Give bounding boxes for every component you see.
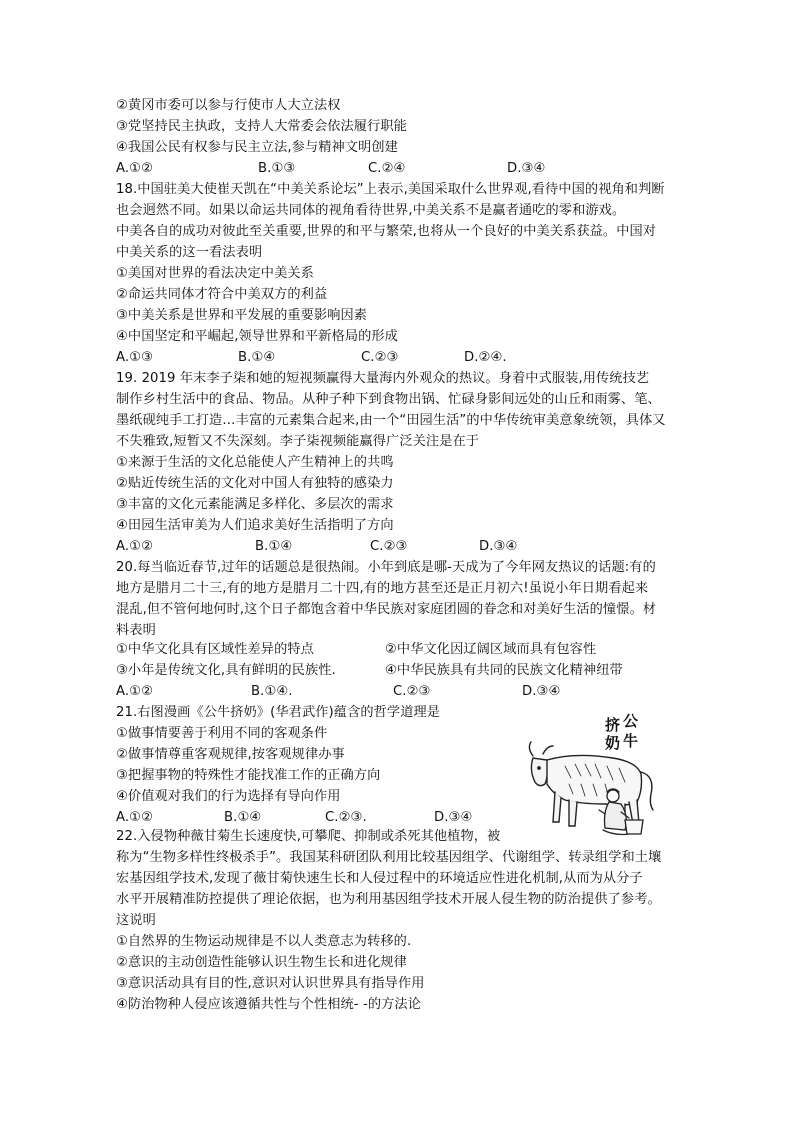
q19-option-b[interactable]: B.①④	[255, 539, 293, 554]
q18-stem-line: 也会迥然不同。如果以命运共同体的视角看待世界,中美关系不是赢者通吃的零和游戏。	[116, 203, 626, 218]
q18-option-a[interactable]: A.①③	[116, 350, 154, 365]
q20-option-c[interactable]: C.②③	[393, 684, 431, 699]
q20-stem-line: 料表明	[116, 623, 156, 638]
q20-item-1: ①中华文化具有区域性差异的特点	[116, 642, 314, 657]
q18-stem-line: 18.中国驻美大使崔天凯在“中美关系论坛”上表示,美国采取什么世界观,看待中国的视角和判断	[116, 182, 665, 197]
q22-item-2: ②意识的主动创造性能够认识生物生长和进化规律	[116, 955, 407, 970]
q21-stem-line: 21.右图漫画《公牛挤奶》(华君武作)蕴含的哲学道理是	[116, 705, 441, 720]
q21-option-a[interactable]: A.①②	[116, 810, 154, 825]
q20-option-a[interactable]: A.①②	[116, 684, 154, 699]
q18-item-2: ②命运共同体才符合中美双方的利益	[116, 287, 328, 302]
q22-stem-line: 称为“生物多样性终极杀手”。我国某科研团队利用比较基因组学、代谢组学、转录组学和土壤	[116, 850, 662, 865]
caption-char: 公	[623, 712, 639, 730]
q21-item-4: ④价值观对我们的行为选择有导向作用	[116, 789, 341, 804]
q19-stem-line: 墨纸砚纯手工打造…丰富的元素集合起来,由一个“田园生活”的中华传统审美意象统领，具体又	[116, 413, 666, 428]
q19-item-3: ③丰富的文化元素能满足多样化、多层次的需求	[116, 497, 394, 512]
q19-option-d[interactable]: D.③④	[479, 539, 518, 554]
q20-stem-line: 20.每当临近春节,过年的话题总是很热闹。小年到底是哪-天成为了今年网友热议的话题:有的	[116, 560, 656, 575]
q19-item-2: ②贴近传统生活的文化对中国人有独特的感染力	[116, 476, 394, 491]
q18-item-3: ③中美关系是世界和平发展的重要影响因素	[116, 308, 368, 323]
q18-option-b[interactable]: B.①④	[238, 350, 276, 365]
q18-item-4: ④中国坚定和平崛起,领导世界和平新格局的形成	[116, 329, 398, 344]
q17-option-c[interactable]: C.②④	[368, 161, 406, 176]
q19-item-4: ④田园生活审美为人们追求美好生活指明了方向	[116, 518, 394, 533]
q18-item-1: ①美国对世界的看法决定中美关系	[116, 266, 314, 281]
q21-item-1: ①做事情要善于利用不同的客观条件	[116, 726, 328, 741]
caption-char: 奶	[605, 734, 621, 752]
q20-option-d[interactable]: D.③④	[522, 684, 561, 699]
q20-item-3: ③小年是传统文化,具有鲜明的民族性.	[116, 663, 336, 678]
q17-option-a[interactable]: A.①②	[116, 161, 154, 176]
q18-option-d[interactable]: D.②④.	[464, 350, 507, 365]
q17-option-d[interactable]: D.③④	[507, 161, 546, 176]
q17-item-2: ②黄冈市委可以参与行使市人大立法权	[116, 98, 341, 113]
q21-item-3: ③把握事物的特殊性才能找准工作的正确方向	[116, 768, 381, 783]
q21-item-2: ②做事情尊重客观规律,按客观规律办事	[116, 747, 345, 762]
q17-option-b[interactable]: B.①③	[258, 161, 296, 176]
cartoon-caption	[605, 712, 639, 752]
q19-option-c[interactable]: C.②③	[370, 539, 408, 554]
q18-stem-line: 中美各自的成功对彼此至关重要,世界的和平与繁荣,也将从一个良好的中美关系获益。中国对	[116, 224, 657, 239]
q17-item-3: ③党坚持民主执政，支持人大常委会依法履行职能	[116, 119, 407, 134]
q21-option-b[interactable]: B.①④	[224, 810, 262, 825]
q22-item-4: ④防治物种人侵应该遵循共性与个性相统- -的方法论	[116, 997, 421, 1012]
q20-stem-line: 混乱,但不管何地何时,这个日子都饱含着中华民族对家庭团圆的眷念和对美好生活的憧憬。材	[116, 602, 657, 617]
q21-option-c[interactable]: C.②③.	[325, 810, 367, 825]
q19-stem-line: 制作乡村生活中的食品、物品。从种子种下到食物出锅、忙碌身影间远处的山丘和雨雾、笔、	[116, 392, 661, 407]
q22-stem-line: 水平开展精准防控提供了理论依据，也为利用基因组学技术开展人侵生物的防治提供了参考。	[116, 892, 661, 907]
caption-char: 挤	[605, 716, 621, 734]
q19-item-1: ①来源于生活的文化总能使人产生精神上的共鸣	[116, 455, 394, 470]
q20-stem-line: 地方是腊月二十三,有的地方是腊月二十四,有的地方甚至还是正月初六!虽说小年日期看起来	[116, 581, 649, 596]
q21-option-d[interactable]: D.③④	[434, 810, 473, 825]
bull-figure	[529, 742, 653, 828]
q19-stem-line: 不失雅致,短暂又不失深刻。李子柒视频能赢得广泛关注是在于	[116, 434, 480, 449]
caption-char: 牛	[623, 732, 639, 750]
q22-stem-line: 22.入侵物种薇甘菊生长速度快,可攀爬、抑制或杀死其他植物，被	[116, 829, 501, 844]
bull-milking-cartoon	[525, 712, 667, 840]
q19-option-a[interactable]: A.①②	[116, 539, 154, 554]
q22-item-1: ①自然界的生物运动规律是不以人类意志为转移的.	[116, 934, 412, 949]
q20-option-b[interactable]: B.①④.	[251, 684, 293, 699]
q17-item-4: ④我国公民有权参与民主立法,参与精神文明创建	[116, 140, 398, 155]
q22-stem-line: 这说明	[116, 913, 156, 928]
q18-stem-line: 中美关系的这一看法表明	[116, 245, 263, 260]
q18-option-c[interactable]: C.②③	[361, 350, 399, 365]
q22-item-3: ③意识活动具有目的性,意识对认识世界具有指导作用	[116, 976, 425, 991]
q20-item-2: ②中华文化因辽阔区域而具有包容性	[385, 642, 597, 657]
q20-item-4: ④中华民族具有共同的民族文化精神纽带	[385, 663, 623, 678]
q19-stem-line: 19. 2019 年末李子柒和她的短视频赢得大量海内外观众的热议。身着中式服装,用传统技艺	[116, 371, 650, 386]
q22-stem-line: 宏基因组学技术,发现了薇甘菊快速生长和人侵过程中的环境适应性进化机制,从而为从分子	[116, 871, 643, 886]
